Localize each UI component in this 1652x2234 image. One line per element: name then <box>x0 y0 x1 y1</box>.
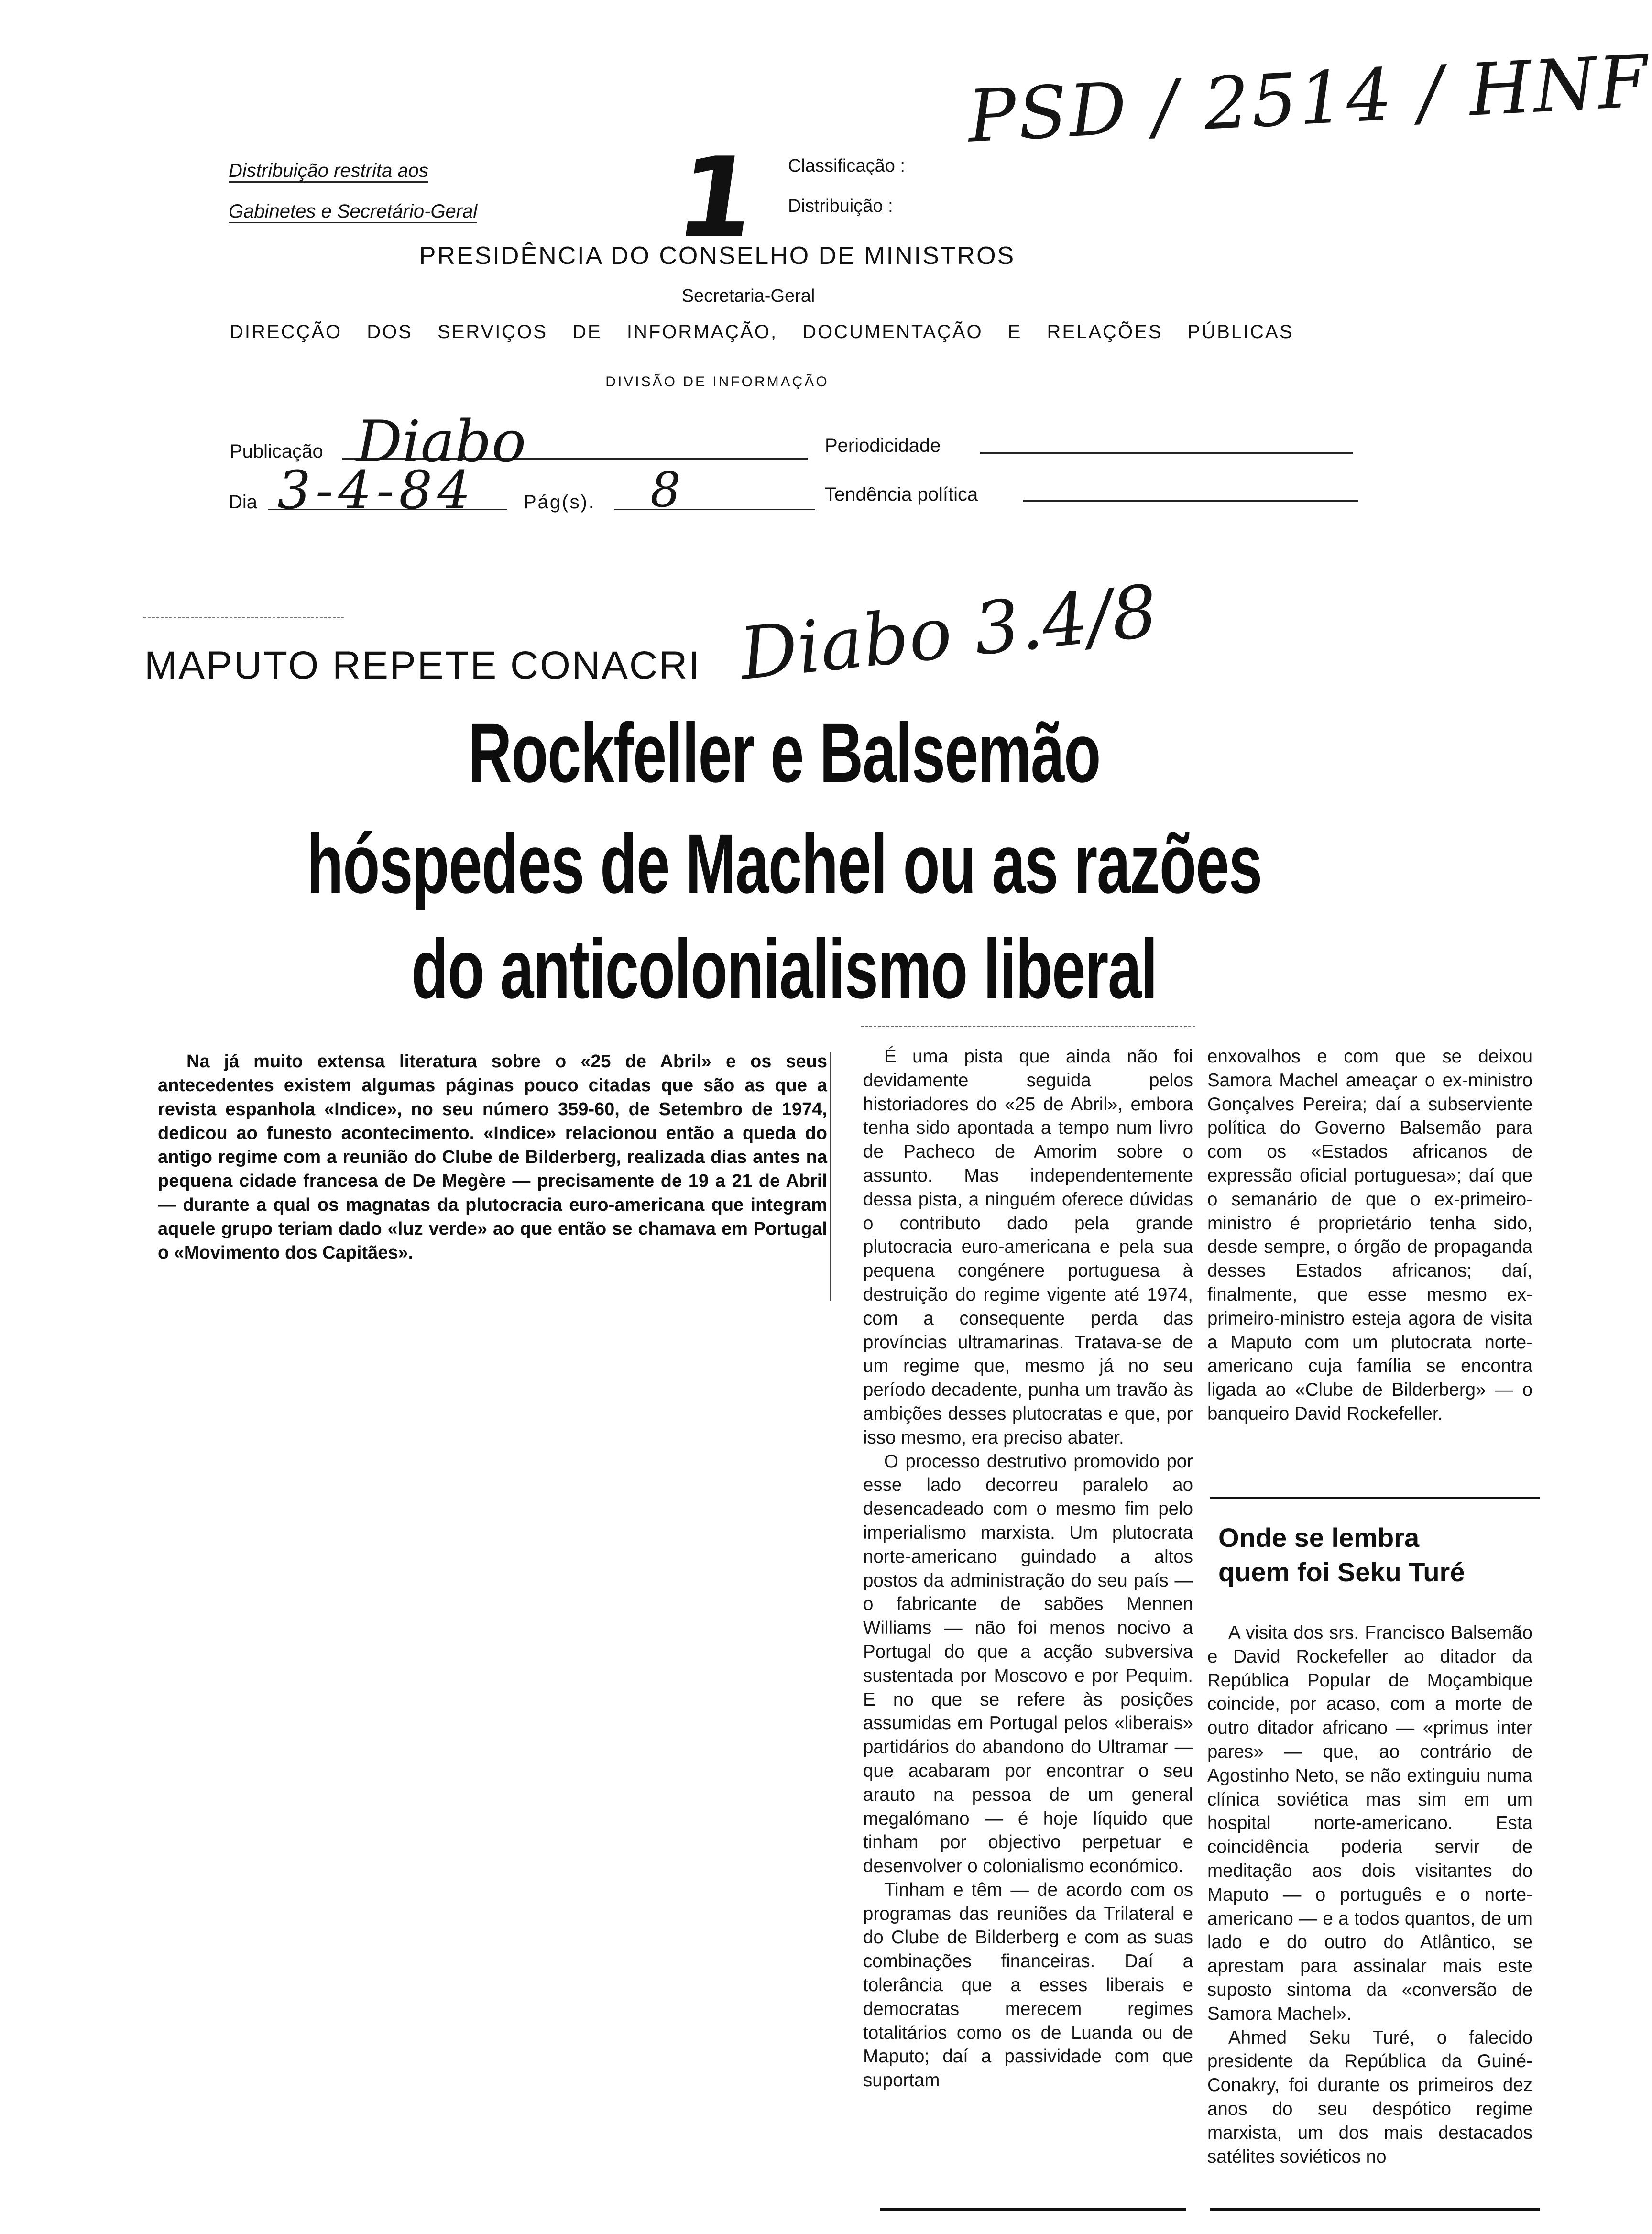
article-column-2: enxovalhos e com que se deixou Samora Machel ameaçar o ex-ministro Gonçalves Pereira; daí a subserviente política do Governo Balsemão para com os «Estados africanos de expressão oficial portuguesa»; daí que o semanário de que o ex-primeiro-ministro é proprietário tenha sido, desde sempre, o órgão de propaganda desses Estados africanos; daí, finalmente, que esse mesmo ex-primeiro-ministro esteja agora de visita a Maputo com um plutocrata norte-americano cuja família se encontra ligada ao «Clube de Bilderberg» — o banqueiro David Rockefeller. <box>1207 1046 1532 1424</box>
subheading-line-1: Onde se lembra <box>1218 1522 1420 1553</box>
article-lead: Na já muito extensa literatura sobre o «25 de Abril» e os seus antecedentes existem algumas páginas pouco citadas que são as que a revista espanhola «Indice», no seu número 359-60, de Setembro de 1974, dedicou ao funesto acontecimento. «Indice» relacionou então a queda do antigo regime com a reunião do Clube de Bilderberg, realizada dias antes na pequena cidade francesa de De Megère — precisamente de 19 a 21 de Abril — durante a qual os magnatas da plutocracia euro-americana que integram aquele grupo teriam dado «luz verde» ao que então se chamava em Portugal o «Movimento dos Capitães». <box>158 1051 827 1263</box>
article-column-2-continued: A visita dos srs. Francisco Balsemão e David Rockefeller ao ditador da República Popular de Moçambique coincide, por acaso, com a morte de outro ditador africano — «primus inter pares» — que, ao contrário de Agostinho Neto, se não extinguiu numa clínica soviética mas sim em um hospital norte-americano. Esta coincidência poderia servir de meditação aos dois visitantes do Maputo — o português e o norte-americano — e a todos quantos, de um lado e do outro do Atlântico, se aprestam para assinalar mais este suposto sintoma da «conversão de Samora Machel». Ahmed Seku Turé, o falecido presidente da República da Guiné-Conakry, foi durante os primeiros dez anos do seu despótico regime marxista, um dos mais destacados satélites soviéticos no <box>1207 1622 1532 2167</box>
clipping-edge-line <box>143 617 344 618</box>
subheading <box>1218 1521 1465 1589</box>
periodicity-label: Periodicidade <box>825 435 941 456</box>
publication-label: Publicação <box>230 441 323 462</box>
pages-label: Pág(s). <box>524 492 595 513</box>
distribution-restricted-line1: Distribuição restrita aos <box>229 160 428 182</box>
day-label: Dia <box>229 492 258 513</box>
article-kicker: MAPUTO REPETE CONACRI <box>144 644 701 687</box>
subhead-rule <box>1210 1497 1540 1499</box>
headline-line-1: Rockfeller e Balsemão <box>468 706 1101 800</box>
column-top-rule <box>861 1026 1195 1027</box>
publication-value: Diabo <box>356 409 526 475</box>
headline-line-3: do anticolonialismo liberal <box>411 922 1157 1016</box>
headline-line-2: hóspedes de Machel ou as razões <box>306 817 1262 911</box>
classification-label: Classificação : <box>788 156 905 176</box>
distribution-label: Distribuição : <box>788 196 893 216</box>
subheading-line-2: quem foi Seku Turé <box>1218 1557 1465 1587</box>
day-value: 3-4-84 <box>277 460 476 521</box>
handwritten-reference: PSD / 2514 / HNF <box>965 40 1652 159</box>
pages-value: 8 <box>650 462 681 518</box>
column-bottom-rule-1 <box>880 2208 1186 2211</box>
directorate-line: DIRECÇÃO DOS SERVIÇOS DE INFORMAÇÃO, DOCUMENTAÇÃO E RELAÇÕES PÚBLICAS <box>230 321 1294 342</box>
tendency-label: Tendência política <box>825 484 978 505</box>
org-title: PRESIDÊNCIA DO CONSELHO DE MINISTROS <box>419 242 1016 270</box>
article-column-1: É uma pista que ainda não foi devidamente seguida pelos historiadores do «25 de Abril», embora tenha sido apontada a tempo num livro de Pacheco de Amorim sobre o assunto. Mas independentemente dessa pista, a ninguém oferece dúvidas o contributo dado pela grande plutocracia euro-americana e pela sua pequena congénere portuguesa à destruição do regime vigente até 1974, com a consequente perda das províncias ultramarinas. Tratava-se de um regime que, mesmo já no seu período decadente, punha um travão às ambições desses plutocratas e que, por isso mesmo, era preciso abater. O processo destrutivo promovido por esse lado decorreu paralelo ao desencadeado com o mesmo fim pelo imperialismo marxista. Um plutocrata norte-americano guindado a altos postos da administração do seu país — o fabricante de sabões Mennen Williams — não foi menos nocivo a Portugal do que a acção subversiva sustentada por Moscovo e por Pequim. E no que se refere às posições assumidas em Portugal pelos «liberais» partidários do abandono do Ultramar — que acabaram por encontrar o seu arauto na pessoa de um general megalómano — é hoje líquido que tinham por objectivo perpetuar e desenvolver o colonialismo económico. Tinham e têm — de acordo com os programas das reuniões da Trilateral e do Clube de Bilderberg e com as suas combinações financeiras. Daí a tolerância que a esses liberais e democratas merecem regimes totalitários como os de Luanda ou de Maputo; daí a passividade com que suportam <box>863 1046 1193 2091</box>
org-subtitle: Secretaria-Geral <box>681 286 815 306</box>
division-line: DIVISÃO DE INFORMAÇÃO <box>605 374 829 390</box>
pages-underline <box>614 509 815 510</box>
column-bottom-rule-2 <box>1210 2208 1540 2211</box>
lead-column-rule <box>830 1052 831 1301</box>
page-number-stamp: 1 <box>669 134 764 262</box>
tendency-underline <box>1023 500 1358 502</box>
periodicity-underline <box>980 452 1353 454</box>
distribution-restricted-line2: Gabinetes e Secretário-Geral <box>229 201 477 222</box>
handwritten-source-note: Diabo 3.4/8 <box>736 569 1161 697</box>
